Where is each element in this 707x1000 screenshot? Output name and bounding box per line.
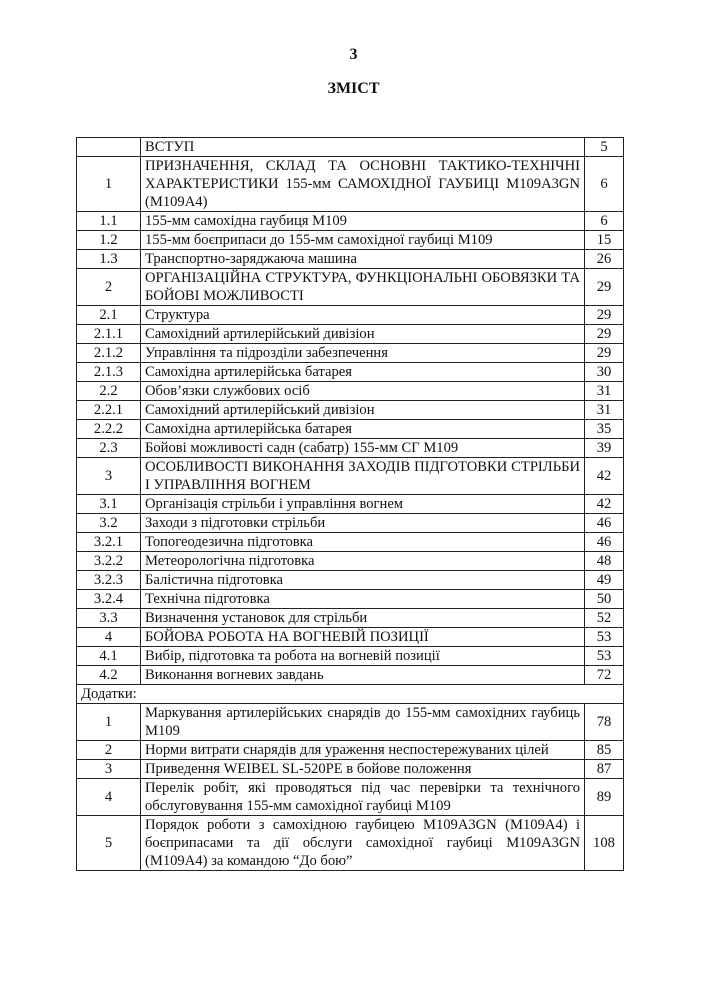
toc-row <box>77 458 624 495</box>
toc-page: 29 <box>585 269 624 306</box>
page-title: ЗМІСТ <box>327 80 380 97</box>
toc-row <box>77 628 624 647</box>
toc-number: 3.2.2 <box>77 552 141 571</box>
toc-number: 1.3 <box>77 250 141 269</box>
toc-number: 2.2 <box>77 382 141 401</box>
toc-number: 3.2.3 <box>77 571 141 590</box>
toc-row <box>77 439 624 458</box>
appendix-page: 108 <box>585 816 624 871</box>
appendix-page: 85 <box>585 741 624 760</box>
toc-title: Обов’язки службових осіб <box>141 382 585 401</box>
toc-body <box>77 138 624 871</box>
toc-number: 2.1.3 <box>77 363 141 382</box>
toc-title: Управління та підрозділи забезпечення <box>141 344 585 363</box>
toc-page: 15 <box>585 231 624 250</box>
toc-title: ОСОБЛИВОСТІ ВИКОНАННЯ ЗАХОДІВ ПІДГОТОВКИ СТРІЛЬБИ І УПРАВЛІННЯ ВОГНЕМ <box>141 458 585 495</box>
toc-row <box>77 533 624 552</box>
toc-row <box>77 138 624 157</box>
toc-page: 30 <box>585 363 624 382</box>
toc-page: 42 <box>585 495 624 514</box>
toc-title: Топогеодезична підготовка <box>141 533 585 552</box>
toc-page: 46 <box>585 533 624 552</box>
toc-page: 39 <box>585 439 624 458</box>
toc-row <box>77 401 624 420</box>
toc-row <box>77 609 624 628</box>
appendix-title: Приведення WEIBEL SL-520PE в бойове положення <box>141 760 585 779</box>
toc-number: 2 <box>77 269 141 306</box>
toc-row <box>77 269 624 306</box>
toc-page: 31 <box>585 382 624 401</box>
toc-title: ОРГАНІЗАЦІЙНА СТРУКТУРА, ФУНКЦІОНАЛЬНІ ОБОВЯЗКИ ТА БОЙОВІ МОЖЛИВОСТІ <box>141 269 585 306</box>
table-of-contents <box>76 137 624 871</box>
toc-row <box>77 552 624 571</box>
toc-row <box>77 306 624 325</box>
toc-title: Самохідна артилерійська батарея <box>141 420 585 439</box>
appendix-page: 87 <box>585 760 624 779</box>
toc-title: Вибір, підготовка та робота на вогневій позиції <box>141 647 585 666</box>
toc-number: 2.3 <box>77 439 141 458</box>
appendix-label: Додатки: <box>77 685 624 704</box>
toc-number: 2.1.2 <box>77 344 141 363</box>
toc-page: 50 <box>585 590 624 609</box>
toc-number <box>77 138 141 157</box>
toc-title: Структура <box>141 306 585 325</box>
toc-title: Транспортно-заряджаюча машина <box>141 250 585 269</box>
toc-row <box>77 250 624 269</box>
toc-row <box>77 382 624 401</box>
appendix-title: Маркування артилерійських снарядів до 155-мм самохідних гаубиць M109 <box>141 704 585 741</box>
toc-title: ВСТУП <box>141 138 585 157</box>
appendix-page: 89 <box>585 779 624 816</box>
appendix-number: 4 <box>77 779 141 816</box>
toc-page: 53 <box>585 628 624 647</box>
toc-number: 3.3 <box>77 609 141 628</box>
toc-title: Технічна підготовка <box>141 590 585 609</box>
toc-row <box>77 212 624 231</box>
appendix-header-row <box>77 685 624 704</box>
toc-row <box>77 514 624 533</box>
toc-number: 4 <box>77 628 141 647</box>
appendix-number: 1 <box>77 704 141 741</box>
toc-row <box>77 231 624 250</box>
toc-page: 35 <box>585 420 624 439</box>
appendix-row <box>77 704 624 741</box>
toc-title: ПРИЗНАЧЕННЯ, СКЛАД ТА ОСНОВНІ ТАКТИКО-ТЕХНІЧНІ ХАРАКТЕРИСТИКИ 155-мм САМОХІДНОЇ ГАУБИЦІ M109A3GN (M109A4) <box>141 157 585 212</box>
toc-row <box>77 157 624 212</box>
toc-page: 26 <box>585 250 624 269</box>
toc-number: 4.1 <box>77 647 141 666</box>
toc-row <box>77 571 624 590</box>
appendix-title: Порядок роботи з самохідною гаубицею M109A3GN (M109A4) і боєприпасами та дії обслуги самохідної гаубиці M109A3GN (M109A4) за командою “До бою” <box>141 816 585 871</box>
toc-title: Бойові можливості садн (сабатр) 155-мм СГ M109 <box>141 439 585 458</box>
toc-page: 29 <box>585 325 624 344</box>
toc-title: 155-мм самохідна гаубиця M109 <box>141 212 585 231</box>
toc-page: 31 <box>585 401 624 420</box>
toc-title: Самохідний артилерійський дивізіон <box>141 401 585 420</box>
toc-page: 48 <box>585 552 624 571</box>
appendix-row <box>77 741 624 760</box>
toc-title: БОЙОВА РОБОТА НА ВОГНЕВІЙ ПОЗИЦІЇ <box>141 628 585 647</box>
toc-title: Визначення установок для стрільби <box>141 609 585 628</box>
toc-title: Метеорологічна підготовка <box>141 552 585 571</box>
toc-title: Заходи з підготовки стрільби <box>141 514 585 533</box>
toc-page: 29 <box>585 344 624 363</box>
appendix-title: Перелік робіт, які проводяться під час перевірки та технічного обслуговування 155-мм самохідної гаубиці M109 <box>141 779 585 816</box>
appendix-number: 2 <box>77 741 141 760</box>
toc-page: 53 <box>585 647 624 666</box>
toc-title: Організація стрільби і управління вогнем <box>141 495 585 514</box>
toc-page: 46 <box>585 514 624 533</box>
toc-row <box>77 363 624 382</box>
toc-page: 52 <box>585 609 624 628</box>
toc-page: 6 <box>585 157 624 212</box>
toc-row <box>77 344 624 363</box>
appendix-number: 3 <box>77 760 141 779</box>
appendix-number: 5 <box>77 816 141 871</box>
toc-number: 1.2 <box>77 231 141 250</box>
toc-row <box>77 666 624 685</box>
toc-title: Виконання вогневих завдань <box>141 666 585 685</box>
toc-page: 6 <box>585 212 624 231</box>
toc-title: Самохідний артилерійський дивізіон <box>141 325 585 344</box>
appendix-page: 78 <box>585 704 624 741</box>
toc-number: 2.2.1 <box>77 401 141 420</box>
toc-title: 155-мм боєприпаси до 155-мм самохідної гаубиці M109 <box>141 231 585 250</box>
toc-page: 42 <box>585 458 624 495</box>
toc-title: Самохідна артилерійська батарея <box>141 363 585 382</box>
toc-row <box>77 590 624 609</box>
toc-number: 1 <box>77 157 141 212</box>
toc-page: 5 <box>585 138 624 157</box>
appendix-row <box>77 816 624 871</box>
toc-number: 3.2.4 <box>77 590 141 609</box>
appendix-row <box>77 779 624 816</box>
toc-number: 2.1 <box>77 306 141 325</box>
toc-row <box>77 325 624 344</box>
page-number: 3 <box>349 46 358 63</box>
toc-number: 2.1.1 <box>77 325 141 344</box>
toc-number: 3.2.1 <box>77 533 141 552</box>
toc-number: 1.1 <box>77 212 141 231</box>
appendix-title: Норми витрати снарядів для ураження неспостережуваних цілей <box>141 741 585 760</box>
toc-number: 3.1 <box>77 495 141 514</box>
appendix-row <box>77 760 624 779</box>
toc-row <box>77 495 624 514</box>
toc-number: 2.2.2 <box>77 420 141 439</box>
toc-number: 3 <box>77 458 141 495</box>
toc-title: Балістична підготовка <box>141 571 585 590</box>
toc-number: 3.2 <box>77 514 141 533</box>
toc-page: 72 <box>585 666 624 685</box>
toc-row <box>77 647 624 666</box>
toc-row <box>77 420 624 439</box>
toc-page: 29 <box>585 306 624 325</box>
toc-number: 4.2 <box>77 666 141 685</box>
toc-page: 49 <box>585 571 624 590</box>
